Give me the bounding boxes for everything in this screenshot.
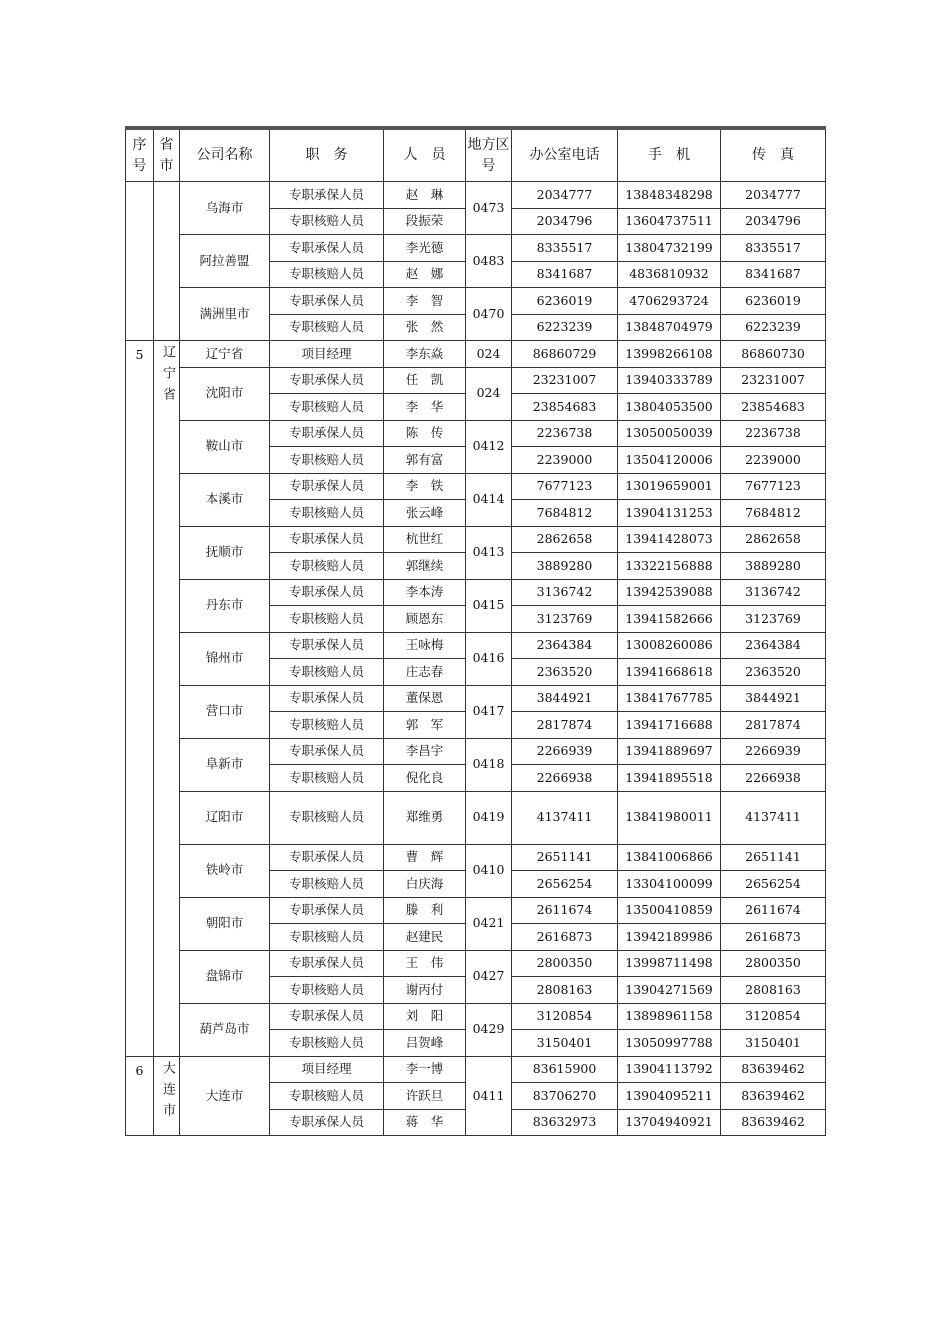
person-cell: 杭世红 bbox=[384, 526, 466, 553]
seq-cell: 5 bbox=[126, 341, 154, 1057]
company-cell: 本溪市 bbox=[180, 473, 270, 526]
table-row bbox=[126, 897, 826, 924]
area-code-cell: 0417 bbox=[466, 685, 512, 738]
duty-cell: 专职核赔人员 bbox=[270, 977, 384, 1004]
table-row bbox=[126, 473, 826, 500]
office-phone-cell: 3123769 bbox=[512, 606, 618, 633]
table-row bbox=[126, 579, 826, 606]
office-phone-cell: 86860729 bbox=[512, 341, 618, 368]
office-phone-cell: 2611674 bbox=[512, 897, 618, 924]
company-cell: 营口市 bbox=[180, 685, 270, 738]
duty-cell: 专职承保人员 bbox=[270, 897, 384, 924]
person-cell: 白庆海 bbox=[384, 871, 466, 898]
mobile-cell: 13998711498 bbox=[618, 950, 721, 977]
table-row bbox=[126, 791, 826, 844]
fax-cell: 2034796 bbox=[721, 208, 826, 235]
mobile-cell: 13841980011 bbox=[618, 791, 721, 844]
fax-cell: 23231007 bbox=[721, 367, 826, 394]
fax-cell: 83639462 bbox=[721, 1056, 826, 1083]
duty-cell: 专职承保人员 bbox=[270, 632, 384, 659]
office-phone-cell: 2817874 bbox=[512, 712, 618, 739]
duty-cell: 专职承保人员 bbox=[270, 1109, 384, 1136]
office-phone-cell: 6223239 bbox=[512, 314, 618, 341]
duty-cell: 专职承保人员 bbox=[270, 1003, 384, 1030]
duty-cell: 专职承保人员 bbox=[270, 844, 384, 871]
duty-cell: 专职核赔人员 bbox=[270, 1083, 384, 1110]
fax-cell: 4137411 bbox=[721, 791, 826, 844]
person-cell: 张 然 bbox=[384, 314, 466, 341]
fax-cell: 83639462 bbox=[721, 1083, 826, 1110]
person-cell: 李光德 bbox=[384, 235, 466, 262]
office-phone-cell: 83632973 bbox=[512, 1109, 618, 1136]
fax-cell: 83639462 bbox=[721, 1109, 826, 1136]
fax-cell: 2616873 bbox=[721, 924, 826, 951]
duty-cell: 专职核赔人员 bbox=[270, 553, 384, 580]
area-code-cell: 0411 bbox=[466, 1056, 512, 1136]
mobile-cell: 13841006866 bbox=[618, 844, 721, 871]
person-cell: 王咏梅 bbox=[384, 632, 466, 659]
mobile-cell: 13019659001 bbox=[618, 473, 721, 500]
office-phone-cell: 2651141 bbox=[512, 844, 618, 871]
table-row bbox=[126, 1056, 826, 1083]
fax-cell: 6223239 bbox=[721, 314, 826, 341]
person-cell: 李一博 bbox=[384, 1056, 466, 1083]
duty-cell: 专职核赔人员 bbox=[270, 1030, 384, 1057]
fax-cell: 2239000 bbox=[721, 447, 826, 474]
fax-cell: 3150401 bbox=[721, 1030, 826, 1057]
fax-cell: 7684812 bbox=[721, 500, 826, 527]
area-code-cell: 0412 bbox=[466, 420, 512, 473]
header-office-phone: 办公室电话 bbox=[512, 128, 618, 182]
duty-cell: 专职核赔人员 bbox=[270, 871, 384, 898]
header-area-code: 地方区号 bbox=[466, 128, 512, 182]
fax-cell: 7677123 bbox=[721, 473, 826, 500]
province-cell bbox=[154, 182, 180, 341]
office-phone-cell: 2364384 bbox=[512, 632, 618, 659]
person-cell: 许跃旦 bbox=[384, 1083, 466, 1110]
mobile-cell: 13941716688 bbox=[618, 712, 721, 739]
duty-cell: 专职核赔人员 bbox=[270, 500, 384, 527]
office-phone-cell: 3844921 bbox=[512, 685, 618, 712]
fax-cell: 2363520 bbox=[721, 659, 826, 686]
office-phone-cell: 7677123 bbox=[512, 473, 618, 500]
company-cell: 辽阳市 bbox=[180, 791, 270, 844]
mobile-cell: 13604737511 bbox=[618, 208, 721, 235]
mobile-cell: 13704940921 bbox=[618, 1109, 721, 1136]
mobile-cell: 4836810932 bbox=[618, 261, 721, 288]
fax-cell: 86860730 bbox=[721, 341, 826, 368]
area-code-cell: 0413 bbox=[466, 526, 512, 579]
mobile-cell: 13942539088 bbox=[618, 579, 721, 606]
duty-cell: 专职承保人员 bbox=[270, 685, 384, 712]
office-phone-cell: 3889280 bbox=[512, 553, 618, 580]
mobile-cell: 13050050039 bbox=[618, 420, 721, 447]
fax-cell: 2611674 bbox=[721, 897, 826, 924]
duty-cell: 专职承保人员 bbox=[270, 526, 384, 553]
duty-cell: 专职核赔人员 bbox=[270, 924, 384, 951]
office-phone-cell: 2266939 bbox=[512, 738, 618, 765]
person-cell: 王 伟 bbox=[384, 950, 466, 977]
office-phone-cell: 2034777 bbox=[512, 182, 618, 209]
duty-cell: 专职核赔人员 bbox=[270, 765, 384, 792]
person-cell: 滕 利 bbox=[384, 897, 466, 924]
mobile-cell: 13848348298 bbox=[618, 182, 721, 209]
mobile-cell: 13941668618 bbox=[618, 659, 721, 686]
province-cell bbox=[154, 1056, 180, 1136]
area-code-cell: 0415 bbox=[466, 579, 512, 632]
company-cell: 抚顺市 bbox=[180, 526, 270, 579]
duty-cell: 专职承保人员 bbox=[270, 579, 384, 606]
area-code-cell: 0473 bbox=[466, 182, 512, 235]
office-phone-cell: 2616873 bbox=[512, 924, 618, 951]
office-phone-cell: 2862658 bbox=[512, 526, 618, 553]
mobile-cell: 13848704979 bbox=[618, 314, 721, 341]
person-cell: 赵 娜 bbox=[384, 261, 466, 288]
person-cell: 郭继续 bbox=[384, 553, 466, 580]
header-mobile: 手 机 bbox=[618, 128, 721, 182]
company-cell: 盘锦市 bbox=[180, 950, 270, 1003]
company-cell: 阜新市 bbox=[180, 738, 270, 791]
table-row bbox=[126, 420, 826, 447]
table-row bbox=[126, 182, 826, 209]
company-cell: 阿拉善盟 bbox=[180, 235, 270, 288]
fax-cell: 2236738 bbox=[721, 420, 826, 447]
person-cell: 谢丙付 bbox=[384, 977, 466, 1004]
header-fax: 传 真 bbox=[721, 128, 826, 182]
office-phone-cell: 2239000 bbox=[512, 447, 618, 474]
mobile-cell: 13304100099 bbox=[618, 871, 721, 898]
table-row bbox=[126, 738, 826, 765]
area-code-cell: 0470 bbox=[466, 288, 512, 341]
fax-cell: 2364384 bbox=[721, 632, 826, 659]
duty-cell: 专职承保人员 bbox=[270, 420, 384, 447]
mobile-cell: 13804732199 bbox=[618, 235, 721, 262]
fax-cell: 23854683 bbox=[721, 394, 826, 421]
company-cell: 铁岭市 bbox=[180, 844, 270, 897]
province-label: 大连市 bbox=[160, 1060, 175, 1124]
person-cell: 李昌宇 bbox=[384, 738, 466, 765]
mobile-cell: 13904131253 bbox=[618, 500, 721, 527]
duty-cell: 项目经理 bbox=[270, 1056, 384, 1083]
office-phone-cell: 7684812 bbox=[512, 500, 618, 527]
province-cell bbox=[154, 341, 180, 1057]
person-cell: 李 智 bbox=[384, 288, 466, 315]
office-phone-cell: 2363520 bbox=[512, 659, 618, 686]
person-cell: 倪化良 bbox=[384, 765, 466, 792]
duty-cell: 专职核赔人员 bbox=[270, 447, 384, 474]
fax-cell: 8341687 bbox=[721, 261, 826, 288]
company-cell: 乌海市 bbox=[180, 182, 270, 235]
person-cell: 董保恩 bbox=[384, 685, 466, 712]
office-phone-cell: 23231007 bbox=[512, 367, 618, 394]
contact-table bbox=[125, 126, 826, 1136]
fax-cell: 2266938 bbox=[721, 765, 826, 792]
office-phone-cell: 2236738 bbox=[512, 420, 618, 447]
mobile-cell: 13904113792 bbox=[618, 1056, 721, 1083]
office-phone-cell: 2034796 bbox=[512, 208, 618, 235]
duty-cell: 专职核赔人员 bbox=[270, 314, 384, 341]
company-cell: 锦州市 bbox=[180, 632, 270, 685]
table-row bbox=[126, 341, 826, 368]
mobile-cell: 13322156888 bbox=[618, 553, 721, 580]
table-row bbox=[126, 685, 826, 712]
header-duty: 职 务 bbox=[270, 128, 384, 182]
duty-cell: 专职核赔人员 bbox=[270, 659, 384, 686]
office-phone-cell: 2808163 bbox=[512, 977, 618, 1004]
area-code-cell: 024 bbox=[466, 341, 512, 368]
fax-cell: 2656254 bbox=[721, 871, 826, 898]
fax-cell: 3120854 bbox=[721, 1003, 826, 1030]
table-row bbox=[126, 235, 826, 262]
person-cell: 任 凯 bbox=[384, 367, 466, 394]
table-row bbox=[126, 1003, 826, 1030]
office-phone-cell: 2656254 bbox=[512, 871, 618, 898]
person-cell: 张云峰 bbox=[384, 500, 466, 527]
office-phone-cell: 3150401 bbox=[512, 1030, 618, 1057]
mobile-cell: 13504120006 bbox=[618, 447, 721, 474]
mobile-cell: 13941889697 bbox=[618, 738, 721, 765]
mobile-cell: 13804053500 bbox=[618, 394, 721, 421]
person-cell: 李东焱 bbox=[384, 341, 466, 368]
fax-cell: 6236019 bbox=[721, 288, 826, 315]
header-province: 省市 bbox=[154, 128, 180, 182]
person-cell: 郭有富 bbox=[384, 447, 466, 474]
company-cell: 沈阳市 bbox=[180, 367, 270, 420]
company-cell: 满洲里市 bbox=[180, 288, 270, 341]
mobile-cell: 13941895518 bbox=[618, 765, 721, 792]
mobile-cell: 13941428073 bbox=[618, 526, 721, 553]
person-cell: 李 铁 bbox=[384, 473, 466, 500]
company-cell: 鞍山市 bbox=[180, 420, 270, 473]
area-code-cell: 0429 bbox=[466, 1003, 512, 1056]
person-cell: 庄志春 bbox=[384, 659, 466, 686]
duty-cell: 专职承保人员 bbox=[270, 950, 384, 977]
area-code-cell: 0414 bbox=[466, 473, 512, 526]
fax-cell: 2862658 bbox=[721, 526, 826, 553]
province-label: 辽宁省 bbox=[160, 345, 175, 408]
fax-cell: 3123769 bbox=[721, 606, 826, 633]
company-cell: 辽宁省 bbox=[180, 341, 270, 368]
person-cell: 赵 琳 bbox=[384, 182, 466, 209]
mobile-cell: 13008260086 bbox=[618, 632, 721, 659]
office-phone-cell: 2266938 bbox=[512, 765, 618, 792]
fax-cell: 3844921 bbox=[721, 685, 826, 712]
duty-cell: 专职承保人员 bbox=[270, 367, 384, 394]
company-cell: 朝阳市 bbox=[180, 897, 270, 950]
fax-cell: 2800350 bbox=[721, 950, 826, 977]
seq-cell bbox=[126, 182, 154, 341]
mobile-cell: 13941582666 bbox=[618, 606, 721, 633]
duty-cell: 专职核赔人员 bbox=[270, 208, 384, 235]
office-phone-cell: 8341687 bbox=[512, 261, 618, 288]
duty-cell: 专职承保人员 bbox=[270, 738, 384, 765]
duty-cell: 专职核赔人员 bbox=[270, 791, 384, 844]
table-body bbox=[126, 182, 826, 1136]
table-row bbox=[126, 950, 826, 977]
header-company: 公司名称 bbox=[180, 128, 270, 182]
person-cell: 郑维勇 bbox=[384, 791, 466, 844]
office-phone-cell: 2800350 bbox=[512, 950, 618, 977]
person-cell: 段振荣 bbox=[384, 208, 466, 235]
table-row bbox=[126, 367, 826, 394]
area-code-cell: 0427 bbox=[466, 950, 512, 1003]
person-cell: 蒋 华 bbox=[384, 1109, 466, 1136]
mobile-cell: 13998266108 bbox=[618, 341, 721, 368]
area-code-cell: 0416 bbox=[466, 632, 512, 685]
area-code-cell: 0421 bbox=[466, 897, 512, 950]
area-code-cell: 0419 bbox=[466, 791, 512, 844]
person-cell: 陈 传 bbox=[384, 420, 466, 447]
mobile-cell: 13904095211 bbox=[618, 1083, 721, 1110]
area-code-cell: 0483 bbox=[466, 235, 512, 288]
person-cell: 刘 阳 bbox=[384, 1003, 466, 1030]
duty-cell: 专职承保人员 bbox=[270, 235, 384, 262]
fax-cell: 2034777 bbox=[721, 182, 826, 209]
mobile-cell: 13841767785 bbox=[618, 685, 721, 712]
office-phone-cell: 3136742 bbox=[512, 579, 618, 606]
header-row bbox=[126, 128, 826, 182]
area-code-cell: 024 bbox=[466, 367, 512, 420]
office-phone-cell: 6236019 bbox=[512, 288, 618, 315]
table-row bbox=[126, 288, 826, 315]
table-row bbox=[126, 632, 826, 659]
fax-cell: 3889280 bbox=[721, 553, 826, 580]
duty-cell: 专职核赔人员 bbox=[270, 261, 384, 288]
company-cell: 丹东市 bbox=[180, 579, 270, 632]
office-phone-cell: 83615900 bbox=[512, 1056, 618, 1083]
seq-cell: 6 bbox=[126, 1056, 154, 1136]
person-cell: 曹 辉 bbox=[384, 844, 466, 871]
person-cell: 郭 军 bbox=[384, 712, 466, 739]
person-cell: 李 华 bbox=[384, 394, 466, 421]
area-code-cell: 0418 bbox=[466, 738, 512, 791]
mobile-cell: 13050997788 bbox=[618, 1030, 721, 1057]
person-cell: 顾恩东 bbox=[384, 606, 466, 633]
office-phone-cell: 4137411 bbox=[512, 791, 618, 844]
mobile-cell: 13940333789 bbox=[618, 367, 721, 394]
person-cell: 吕贺峰 bbox=[384, 1030, 466, 1057]
duty-cell: 专职承保人员 bbox=[270, 473, 384, 500]
header-person: 人 员 bbox=[384, 128, 466, 182]
company-cell: 大连市 bbox=[180, 1056, 270, 1136]
duty-cell: 专职核赔人员 bbox=[270, 712, 384, 739]
duty-cell: 专职承保人员 bbox=[270, 288, 384, 315]
office-phone-cell: 8335517 bbox=[512, 235, 618, 262]
fax-cell: 2266939 bbox=[721, 738, 826, 765]
duty-cell: 专职承保人员 bbox=[270, 182, 384, 209]
header-seq: 序号 bbox=[126, 128, 154, 182]
mobile-cell: 13500410859 bbox=[618, 897, 721, 924]
mobile-cell: 13904271569 bbox=[618, 977, 721, 1004]
table-row bbox=[126, 526, 826, 553]
area-code-cell: 0410 bbox=[466, 844, 512, 897]
fax-cell: 2817874 bbox=[721, 712, 826, 739]
office-phone-cell: 23854683 bbox=[512, 394, 618, 421]
fax-cell: 2651141 bbox=[721, 844, 826, 871]
office-phone-cell: 3120854 bbox=[512, 1003, 618, 1030]
table-row bbox=[126, 844, 826, 871]
mobile-cell: 13898961158 bbox=[618, 1003, 721, 1030]
duty-cell: 专职核赔人员 bbox=[270, 394, 384, 421]
fax-cell: 8335517 bbox=[721, 235, 826, 262]
person-cell: 赵建民 bbox=[384, 924, 466, 951]
fax-cell: 3136742 bbox=[721, 579, 826, 606]
duty-cell: 项目经理 bbox=[270, 341, 384, 368]
office-phone-cell: 83706270 bbox=[512, 1083, 618, 1110]
mobile-cell: 13942189986 bbox=[618, 924, 721, 951]
fax-cell: 2808163 bbox=[721, 977, 826, 1004]
company-cell: 葫芦岛市 bbox=[180, 1003, 270, 1056]
person-cell: 李本涛 bbox=[384, 579, 466, 606]
mobile-cell: 4706293724 bbox=[618, 288, 721, 315]
duty-cell: 专职核赔人员 bbox=[270, 606, 384, 633]
